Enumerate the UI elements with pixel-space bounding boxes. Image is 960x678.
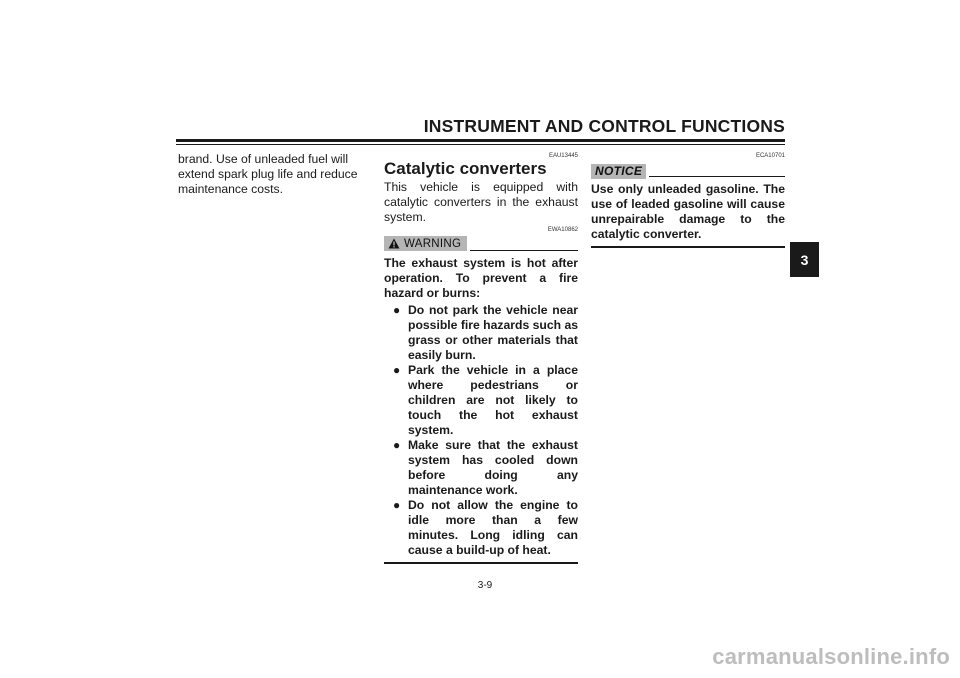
warning-text: The exhaust system is hot after operation. To prevent a fire hazard or burns:	[384, 256, 578, 300]
bullet-icon: ●	[393, 303, 401, 317]
warning-label-line	[470, 250, 578, 252]
list-item: ● Park the vehicle in a place where pedestrians or children are not likely to touch the hot exhaust system.	[393, 363, 578, 437]
warning-label-row	[384, 236, 578, 253]
notice-ref-code: ECA10701	[755, 153, 785, 159]
notice-label-line	[649, 176, 785, 178]
bullet-icon: ●	[393, 438, 401, 452]
header-rule	[176, 139, 785, 142]
notice-text: Use only unleaded gasoline. The use of leaded gasoline will cause unrepairable damage to the catalytic converter.	[591, 182, 785, 241]
notice-end-rule	[591, 246, 785, 248]
column-1	[178, 150, 371, 197]
page-number: 3-9	[477, 580, 493, 591]
column-2	[384, 150, 578, 564]
warning-triangle-icon	[388, 238, 400, 249]
section-intro: This vehicle is equipped with catalytic converters in the exhaust system.	[384, 180, 578, 224]
warning-bullet-list	[384, 303, 578, 558]
warning-label	[384, 236, 467, 251]
chapter-tab: 3	[790, 242, 819, 277]
notice-label-row	[591, 162, 785, 179]
watermark[interactable]: carmanualsonline.info	[712, 644, 950, 669]
warning-label-text: WARNING	[404, 237, 462, 250]
bullet-icon: ●	[393, 498, 401, 512]
header-rule-thin	[176, 144, 785, 145]
bullet-icon: ●	[393, 363, 401, 377]
page-header-title: INSTRUMENT AND CONTROL FUNCTIONS	[423, 116, 785, 136]
notice-label: NOTICE	[591, 164, 646, 179]
section-ref-code: EAU13445	[548, 153, 578, 159]
list-item: ● Make sure that the exhaust system has cooled down before doing any maintenance work.	[393, 438, 578, 497]
list-item: ● Do not allow the engine to idle more than a few minutes. Long idling can cause a build-up of heat.	[393, 498, 578, 557]
list-item: ● Do not park the vehicle near possible fire hazards such as grass or other materials that easily burn.	[393, 303, 579, 362]
section-title: Catalytic converters	[384, 159, 547, 178]
warning-ref-code: EWA10862	[547, 227, 578, 233]
continued-text: brand. Use of unleaded fuel will extend spark plug life and reduce maintenance costs.	[178, 152, 358, 196]
column-3	[591, 150, 785, 248]
warning-end-rule	[384, 562, 578, 564]
